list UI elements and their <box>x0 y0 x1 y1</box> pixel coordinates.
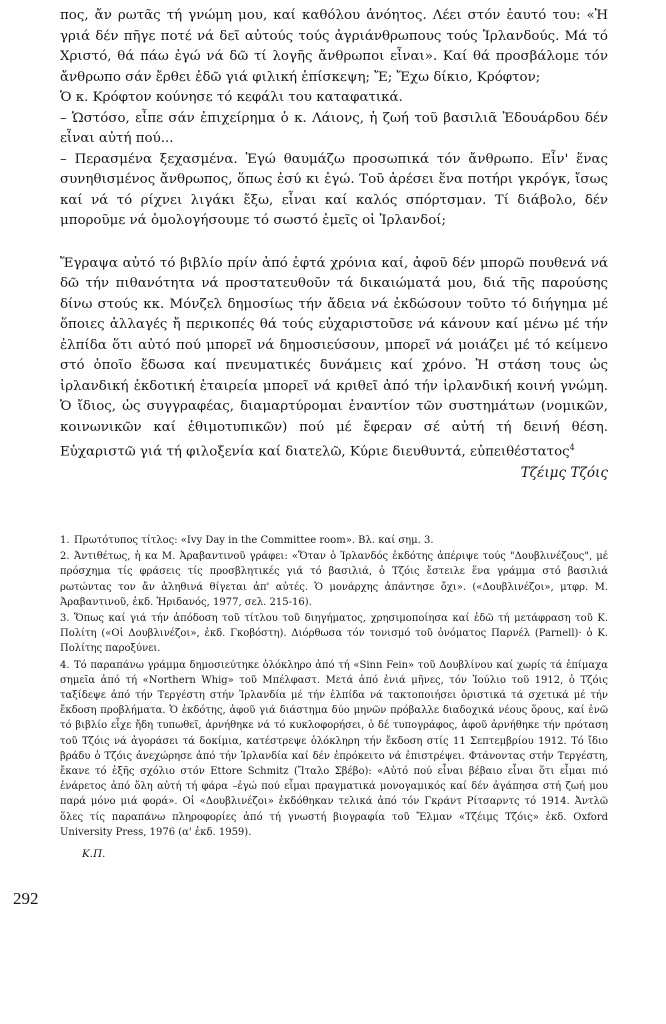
footnote-number: 2. <box>60 551 70 563</box>
footnote-number: 3. <box>60 612 70 624</box>
page-number: 292 <box>13 889 39 908</box>
dialogue-paragraph: Ὁ κ. Κρόφτον κούνησε τό κεφάλι του καταφατικά. <box>60 90 403 105</box>
dialogue-section <box>60 6 608 232</box>
footnotes <box>60 533 608 860</box>
letter-paragraph <box>60 254 608 463</box>
dialogue-paragraph: – Περασμένα ξεχασμένα. Ἐγώ θαυμάζω προσωπικά τόν ἄνθρωπο. Εἶν' ἕνας συνηθισμένος ἄνθρωπος, ὅπως ἐσύ κι ἐγώ. Τοῦ ἀρέσει ἕνα ποτήρι γκρόγκ, ἴσως καί νά τό ρίχνει λιγάκι ἔξω, εἶναι καί καλός σπόρτσμαν. Τί διάβολο, δέν μποροῦμε νά ὁμολογήσουμε τό σωστό ἐμεῖς οἱ Ἰρλανδοί; <box>60 151 608 228</box>
footnote <box>60 549 608 610</box>
footnote-text: Τό παραπάνω γράμμα δημοσιεύτηκε ὁλόκληρο ἀπό τή «Sinn Fein» τοῦ Δουβλίνου καί χωρίς τά ἐπίμαχα σημεῖα ἀπό τή «Northern Whig» τοῦ Μπέλφαστ. Μετά ἀπό ἐνιά μῆνες, τόν Ἰούλιο τοῦ 1912, ὁ Τζόις ταξίδεψε ἀπό τήν Τεργέστη στήν Ἰρλανδία μέ τήν ἐλπίδα νά τακτοποιήσει ὁριστικά τά σχετικά μέ τήν ἔκδοση προβλήματα. Ὁ ἐκδότης, ἀφοῦ γιά διάστημα δύο μηνῶν πρόβαλλε διαδοχικά νέους ὅρους, καί ἐνῶ τό βιβλίο εἶχε ἤδη τυπωθεῖ, ἀρνήθηκε νά τό κυκλοφορήσει, ὁ δέ τυπογράφος, ἀφοῦ ἀρνήθηκε τήν πρόταση τοῦ Τζόις νά ἀγοράσει τά δοκίμια, κατέστρεψε ὁλόκληρη τήν ἔκδοση στίς 11 Σεπτεμβρίου 1912. Τό ἴδιο βράδυ ὁ Τζόις ἀνεχώρησε ἀπό τήν Ἰρλανδία καί δέν ἐπρόκειτο νά ἐπιστρέψει. Φτάνοντας στήν Τεργέστη, ἔκανε τό ἑξῆς σχόλιο στόν Ettore Schmitz (Ἴταλο Σβέβο): «Αὐτό πού εἶναι βέβαιο εἶναι ὅτι εἶμαι πιό ἐνάρετος ἀπό ὅλη αὐτή τή φάρα –ἐγώ πού εἶμαι πραγματικά μονογαμικός καί δέν ἀγάπησα στή ζωή μου παρά μόνο μιά φορά». Οἱ «Δουβλινέζοι» ἐκδόθηκαν τελικά ἀπό τόν Γκράντ Ρίτσαρντς τό 1914. Ἀντλῶ ὅλες τίς παραπάνω πληροφορίες ἀπό τή γνωστή βιογραφία τοῦ Ἔλμαν «Τζέιμς Τζόις» ἐκδ. Oxford University Press, 1976 (α' ἐκδ. 1959). <box>60 659 608 838</box>
letter-text: Ἔγραψα αὐτό τό βιβλίο πρίν ἀπό ἑφτά χρόνια καί, ἀφοῦ δέν μπορῶ πουθενά νά δῶ τήν πιθανότητα νά προστατευθοῦν τά δικαιώματά μου, διά τῆς παρούσης δίνω στούς κκ. Μόνζελ δημοσίως τήν ἄδεια νά ἐκδώσουν τοῦτο τό διήγημα μέ ὅποιες ἀλλαγές ἤ περικοπές θά τούς εὐχαριστοῦσε νά κάνουν καί μένω μέ τήν ἐλπίδα ὅτι αὐτό πού μπορεῖ νά δημοσιεύσουν, μπορεῖ νά μοιάζει μέ τό κείμενο στό ὁποῖο ἔδωσα καί πνευματικές δυνάμεις καί χρόνο. Ἡ στάση τους ὡς ἰρλανδική ἐκδοτική ἑταιρεία μπορεῖ νά κριθεῖ ἀπό τήν ἰρλανδική κοινή γνώμη. Ὁ ἴδιος, ὡς συγγραφέας, διαμαρτύρομαι ἐναντίον τῶν συστημάτων (νομικῶν, κοινωνικῶν καί ἐθιμοτυπικῶν) πού μέ ἔφεραν σέ αὐτή τή δεινή θέση. Εὐχαριστῶ γιά τή φιλοξενία καί διατελῶ, Κύριε διευθυντά, εὐπειθέστατος <box>60 255 608 460</box>
footnote-number: 1. <box>60 534 70 546</box>
section-gap <box>60 232 608 254</box>
footnote-number: 4. <box>60 659 70 671</box>
footnote-text: Πρωτότυπος τίτλος: «Ivy Day in the Committee room». Βλ. καί σημ. 3. <box>74 534 434 546</box>
footnote <box>60 533 608 548</box>
signature: Τζέιμς Τζόις <box>520 464 608 481</box>
page-body <box>60 6 608 860</box>
letter-section <box>60 254 608 481</box>
dialogue-paragraph: – Ὡστόσο, εἶπε σάν ἐπιχείρημα ὁ κ. Λάιονς, ἡ ζωή τοῦ βασιλιᾶ Ἐδουάρδου δέν εἶναι αὐτή πού... <box>60 110 608 146</box>
footnote-ref: 4 <box>569 443 575 452</box>
footnote <box>60 658 608 840</box>
translator-initials: Κ.Π. <box>82 848 106 861</box>
footnote <box>60 611 608 657</box>
footnote-text: Ἀντιθέτως, ἡ κα Μ. Ἀραβαντινοῦ γράφει: «Ὅταν ὁ Ἰρλανδός ἐκδότης ἀπέριψε τούς "Δουβλινέζους", μέ πρόσχημα τίς φράσεις τίς προσβλητικές γιά τό βασιλιά, ὁ Τζόις ἔστειλε ἕνα γράμμα στό βασιλιά ρωτώντας τον ἄν ἀληθινά θίγεται ἀπ' αὐτές. Ὁ μονάρχης ἀπάντησε ὄχι». («Δουβλινέζοι», μτφρ. Μ. Ἀραβαντινοῦ, ἐκδ. Ἡριδανός, 1977, σελ. 215-16). <box>60 551 608 608</box>
footnote-text: Ὅπως καί γιά τήν ἀπόδοση τοῦ τίτλου τοῦ διηγήματος, χρησιμοποίησα καί ἐδῶ τή μετάφραση τοῦ Κ. Πολίτη («Οἱ Δουβλινέζοι», ἐκδ. Γκοβόστη). Διόρθωσα τόν τονισμό τοῦ ὀνόματος Παρνέλ (Parnell)· ὁ Κ. Πολίτης παροξύνει. <box>60 612 608 655</box>
dialogue-paragraph: πος, ἄν ρωτᾶς τή γνώμη μου, καί καθόλου ἀνόητος. Λέει στόν ἑαυτό του: «Ἡ γριά δέν πῆγε ποτέ νά δεῖ αὐτούς τούς ἀγριάνθρωπους τούς Ἰρλανδούς. Μά τό Χριστό, θά πάω ἐγώ νά δῶ τί λογῆς ἄνθρωποι εἶναι». Καί θά προσβάλομε τόν ἄνθρωπο σάν ἔρθει ἐδῶ γιά φιλική ἐπίσκεψη; Ἔ; Ἔχω δίκιο, Κρόφτον; <box>60 8 608 85</box>
